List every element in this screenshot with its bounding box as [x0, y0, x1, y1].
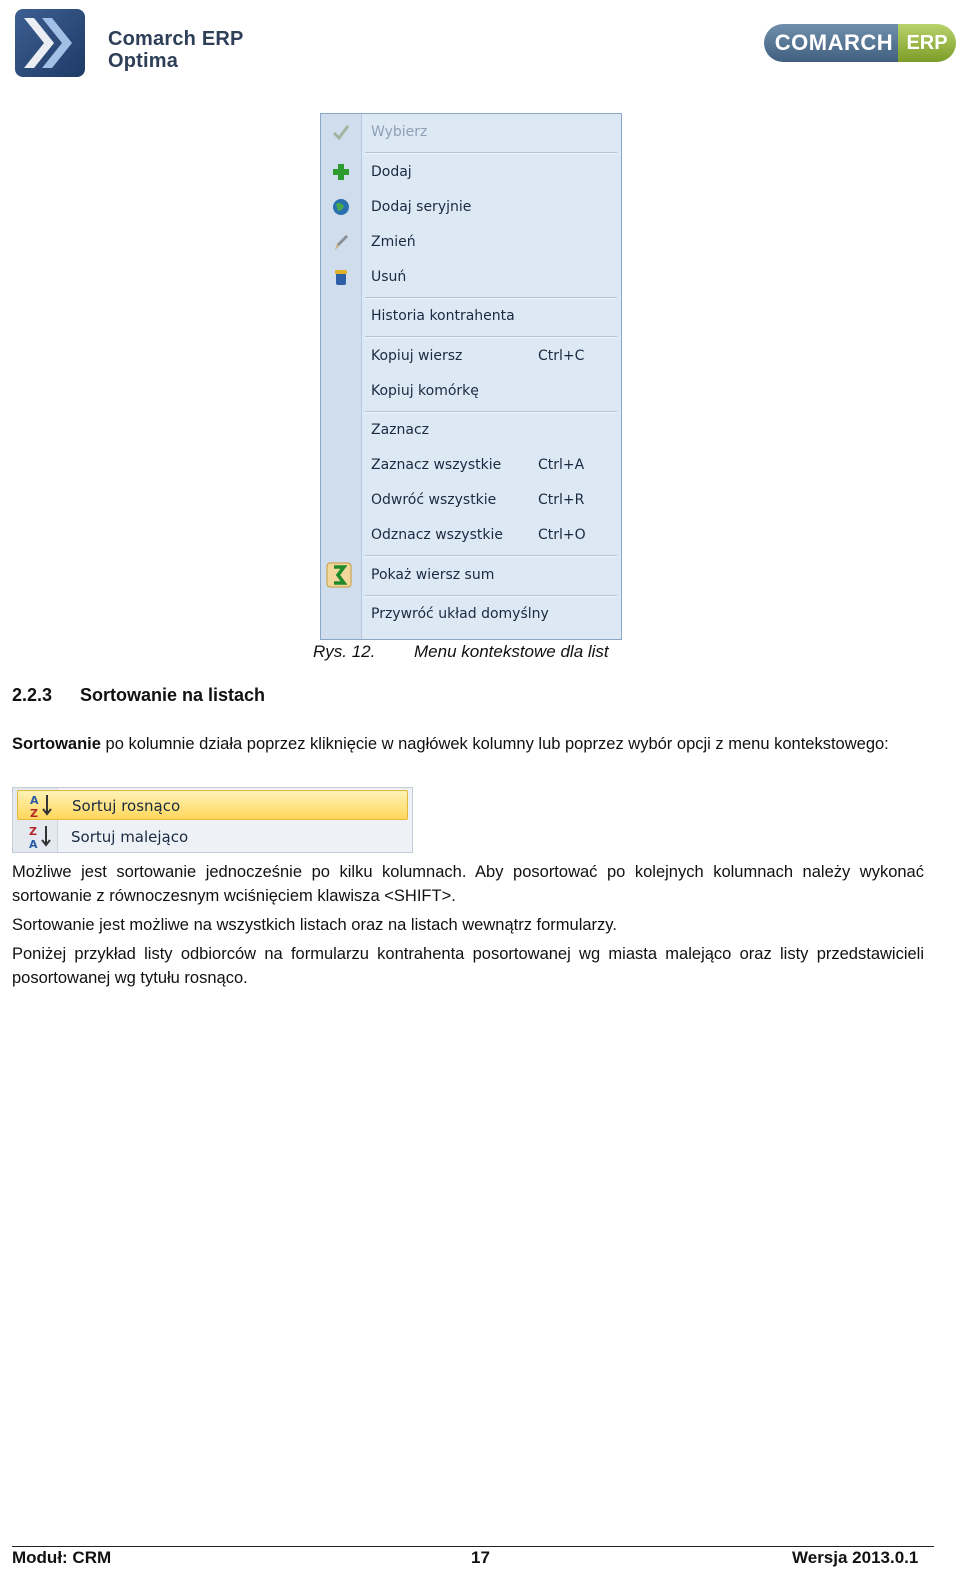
- trash-icon: [331, 267, 351, 287]
- paragraph-all-lists: Sortowanie jest możliwe na wszystkich listach oraz na listach wewnątrz formularzy.: [12, 916, 617, 934]
- section-heading: [12, 685, 265, 706]
- svg-text:A: A: [30, 794, 39, 807]
- erp-logo-text: ERP: [898, 24, 956, 62]
- menu-separator: [365, 297, 617, 299]
- menu-separator: [365, 411, 617, 413]
- brand-line-2: Optima: [108, 50, 179, 72]
- paragraph-multi-sort: Możliwe jest sortowanie jednocześnie po kilku kolumnach. Aby posortować po kolejnych kolumnach należy wykonać sortowanie z równoczesnym wciśnięciem klawisza <SHIFT>.: [12, 863, 924, 905]
- menu-item-zmien[interactable]: Zmień: [361, 229, 621, 257]
- section-title: Sortowanie na listach: [80, 685, 266, 705]
- pencil-icon: [331, 232, 351, 252]
- figure-caption: Menu kontekstowe dla list: [414, 642, 609, 661]
- menu-item-usun[interactable]: Usuń: [361, 264, 621, 292]
- check-icon: [331, 122, 351, 142]
- paragraph-text: po kolumnie działa poprzez kliknięcie w nagłówek kolumny lub poprzez wybór opcji z menu kontekstowego:: [100, 735, 889, 753]
- sum-icon: [326, 562, 352, 588]
- menu-separator: [365, 555, 617, 557]
- menu-item-sortuj-rosnaco[interactable]: A Z Sortuj rosnąco: [17, 790, 408, 820]
- menu-item-kopiuj-wiersz[interactable]: Kopiuj wiersz Ctrl+C: [371, 348, 585, 364]
- menu-item-historia-kontrahenta[interactable]: Historia kontrahenta: [371, 308, 515, 324]
- footer-rule: [12, 1546, 934, 1547]
- globe-icon: [331, 197, 351, 217]
- menu-item-sortuj-malejaco[interactable]: Z A Sortuj malejąco: [29, 825, 189, 850]
- svg-text:A: A: [29, 838, 38, 850]
- footer-page-number: 17: [471, 1548, 490, 1567]
- menu-separator: [365, 595, 617, 597]
- section-number: 2.2.3: [12, 685, 53, 705]
- paragraph-sortowanie: [12, 732, 924, 756]
- sort-context-menu: [12, 787, 413, 853]
- menu-item-przywroc-uklad[interactable]: Przywróć układ domyślny: [371, 606, 549, 622]
- figure-number: Rys. 12.: [313, 642, 376, 661]
- brand-line-1: Comarch ERP: [108, 28, 244, 50]
- plus-icon: [331, 162, 351, 182]
- sort-ascending-icon: [28, 793, 56, 819]
- svg-text:Z: Z: [30, 807, 38, 819]
- menu-item-dodaj-seryjnie[interactable]: Dodaj seryjnie: [361, 194, 621, 222]
- menu-item-odznacz-wszystkie[interactable]: Odznacz wszystkie Ctrl+O: [371, 527, 586, 543]
- list-context-menu: [320, 113, 622, 640]
- menu-item-zaznacz[interactable]: Zaznacz: [371, 422, 430, 438]
- menu-item-zaznacz-wszystkie[interactable]: Zaznacz wszystkie Ctrl+A: [371, 457, 585, 473]
- sort-descending-icon: [27, 824, 55, 850]
- footer-version: Wersja 2013.0.1: [792, 1548, 919, 1567]
- paragraph-example: Poniżej przykład listy odbiorców na formularzu kontrahenta posortowanej wg miasta malejąco oraz listy przedstawicieli posortowanej wg tytułu rosnąco.: [12, 945, 924, 987]
- menu-item-odwroc-wszystkie[interactable]: Odwróć wszystkie Ctrl+R: [371, 492, 585, 508]
- comarch-erp-logo: [764, 24, 956, 62]
- menu-item-pokaz-wiersz-sum[interactable]: Pokaż wiersz sum: [361, 562, 621, 590]
- svg-text:Z: Z: [29, 825, 37, 838]
- menu-icon-gutter: [321, 114, 362, 639]
- optima-logo-mark-icon: [14, 8, 86, 78]
- menu-separator: [365, 336, 617, 338]
- footer-module: Moduł: CRM: [12, 1548, 112, 1567]
- menu-item-dodaj[interactable]: Dodaj: [361, 159, 621, 187]
- paragraph-bold-term: Sortowanie: [12, 735, 101, 753]
- comarch-erp-optima-logo: [14, 8, 274, 80]
- menu-item-wybierz[interactable]: Wybierz: [361, 119, 621, 147]
- menu-item-kopiuj-komorke[interactable]: Kopiuj komórkę: [371, 383, 479, 399]
- menu-separator: [365, 152, 617, 154]
- comarch-logo-text: COMARCH: [764, 24, 904, 62]
